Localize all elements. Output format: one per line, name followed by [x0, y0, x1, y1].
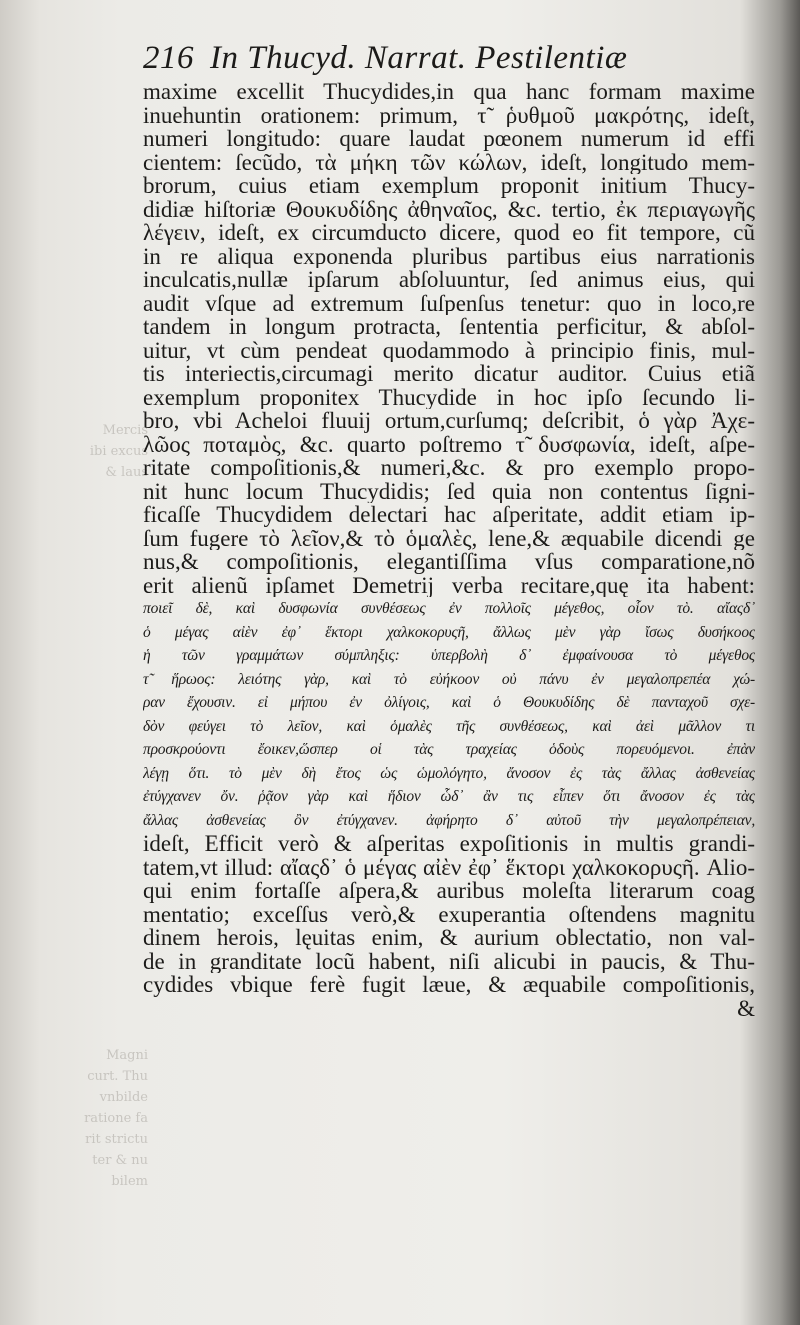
running-header [143, 38, 743, 78]
text-line: cydides vbique ferè fugit læue, & æquabile compoſitionis, [143, 973, 755, 997]
bleed-through-text: ratione fa [84, 1111, 148, 1126]
margin-bleed-through-bottom [48, 1045, 148, 1192]
greek-quotation-line: ὁ μέγας αἰὲν ἐφ᾽ ἕκτορι χαλκοκορυςῆ, ἄλλως μὲν γὰρ ἴσως δυσήκοος [143, 623, 755, 641]
text-line: nit hunc locum Thucydidis; ſed quia non contentus ſigni- [143, 479, 755, 503]
text-line: mentatio; exceſſus verò,& exuperantia oſtendens magnitu [143, 902, 755, 926]
text-line: tandem in longum protracta, ſententia perficitur, & abſol- [143, 315, 755, 339]
text-line: dinem herois, lęuitas enim, & aurium oblectatio, non val- [143, 926, 755, 950]
greek-quotation-line: λέγῃ ὅτι. τὸ μὲν δὴ ἔτος ὡς ὡμολόγητο, ἄνοσον ἐς τὰς ἄλλας ἀσθενείας [143, 764, 755, 782]
text-line: cientem: ſecũdo, τὰ μήκη τῶν κώλων, ideſt, longitudo mem- [143, 150, 755, 174]
greek-quotation-line: δὸν φεύγει τὸ λεῖον, καὶ ὁμαλὲς τῆς συνθέσεως, καὶ ἀεὶ μᾶλλον τι [143, 717, 755, 735]
text-line: bro, vbi Acheloi fluuij ortum,curſumq; deſcribit, ὁ γὰρ Ἀχε- [143, 409, 755, 433]
greek-quotation-line: προσκρούοντι ἔοικεν,ὥσπερ οἱ τὰς τραχείας ὁδοὺς πορευόμενοι. ἐπὰν [143, 741, 755, 758]
text-line: ficaſſe Thucydidem delectari hac aſperitate, addit etiam ip- [143, 503, 755, 527]
bleed-through-text: ter & nu [92, 1153, 148, 1168]
bleed-through-text: ibi excus [89, 444, 148, 459]
text-line: λέγειν, ideſt, ex circumducto dicere, quod eo fit tempore, cũ [143, 221, 755, 245]
text-line: tis interiectis,circumagi merito dicatur auditor. Cuius etiã [143, 362, 755, 386]
greek-quotation-line: ἐτύγχανεν ὄν. ῥᾷον γὰρ καὶ ἥδιον ὧδ᾽ ἂν τις εἶπεν ὅτι ἄνοσον ἐς τὰς [143, 788, 755, 805]
text-line: audit vſque ad extremum ſuſpenſus tenetur: quo in loco,re [143, 291, 755, 315]
text-line: maxime excellit Thucydides,in qua hanc formam maxime [143, 80, 755, 104]
text-line: de in granditate locũ habent, niſi alicubi in paucis, & Thu- [143, 949, 755, 973]
text-line: didiæ hiſtoriæ Θουκυδίδης ἀθηναῖος, &c. tertio, ἐκ περιαγωγῆς [143, 197, 755, 221]
text-line: in re aliqua exponenda pluribus partibus eius narrationis [143, 244, 755, 268]
text-line: inuehuntin orationem: primum, τ̃ ῥυθμοῦ μακρότης, ideſt, [143, 103, 755, 127]
text-line: ritate compoſitionis,& numeri,&c. & pro exemplo propo- [143, 456, 755, 480]
text-line: inculcatis,nullæ ipſarum abſoluuntur, ſed animus eius, qui [143, 268, 755, 292]
text-line: ideſt, Efficit verò & aſperitas expoſitionis in multis grandi- [143, 832, 755, 856]
text-line: erit alienũ ipſamet Demetrij verba recitare,quę ita habent: [143, 573, 755, 597]
bleed-through-text: rit strictu [85, 1132, 148, 1147]
body-text [143, 80, 755, 1020]
bleed-through-text: & laus [105, 465, 148, 480]
margin-bleed-through-top [48, 420, 148, 483]
greek-quotation-line: ἄλλας ἀσθενείας ὂν ἐτύγχανεν. ἀφήρητο δ᾽ αὐτοῦ τὴν μεγαλοπρέπειαν, [143, 811, 755, 829]
text-line: nus,& compoſitionis, elegantiſſima vſus comparatione,nõ [143, 550, 755, 574]
bleed-through-text: Magni [106, 1048, 148, 1063]
text-line: uitur, vt cùm pendeat quodammodo à principio finis, mul- [143, 338, 755, 362]
greek-quotation-line: ἡ τῶν γραμμάτων σύμπληξις: ὑπερβολὴ δ᾽ ἐμφαίνουσα τὸ μέγεθος [143, 647, 755, 664]
text-line: exemplum proponitex Thucydide in hoc ipſo ſecundo li- [143, 385, 755, 409]
bleed-through-text: Mercis [102, 423, 148, 438]
greek-quotation-line: ραν ἔχουσιν. εἰ μήπου ἐν ὀλίγοις, καὶ ὁ Θουκυδίδης δὲ πανταχοῦ σχε- [143, 694, 755, 711]
bleed-through-text: vnbilde [99, 1090, 148, 1105]
greek-quotation-line: τ̃ ἥρωος: λειότης γὰρ, καὶ τὸ εὐήκοον οὐ πάνυ ἐν μεγαλοπρεπέα χώ- [143, 670, 755, 688]
greek-quotation-line: ποιεῖ δὲ, καὶ δυσφωνία συνθέσεως ἐν πολλοῖς μέγεθος, οἷον τὸ. αἴαςδ᾽ [143, 600, 755, 617]
bleed-through-text: curt. Thu [87, 1069, 148, 1084]
text-line: numeri longitudo: quare laudat pœonem numerum id effi [143, 127, 755, 151]
bleed-through-text: bilem [111, 1174, 148, 1189]
text-line: qui enim fortaſſe aſpera,& auribus moleſta literarum coag [143, 879, 755, 903]
page-number: 216 [143, 40, 194, 76]
text-line: ſum fugere τὸ λεῖον,& τὸ ὁμαλὲς, lene,& æquabile dicendi ge [143, 526, 755, 550]
text-line: tatem,vt illud: αἴαςδ᾽ ὁ μέγας αἰὲν ἐφ᾽ ἕκτορι χαλκοκορυςῆ. Alio- [143, 855, 755, 879]
text-line: brorum, cuius etiam exemplum proponit initium Thucy- [143, 174, 755, 198]
text-line: λῶος ποταμὸς, &c. quarto poſtremo τ̃ δυσφωνία, ideſt, aſpe- [143, 432, 755, 456]
running-title: In Thucyd. Narrat. Pestilentiæ [210, 40, 628, 76]
text-line: & [737, 996, 755, 1020]
